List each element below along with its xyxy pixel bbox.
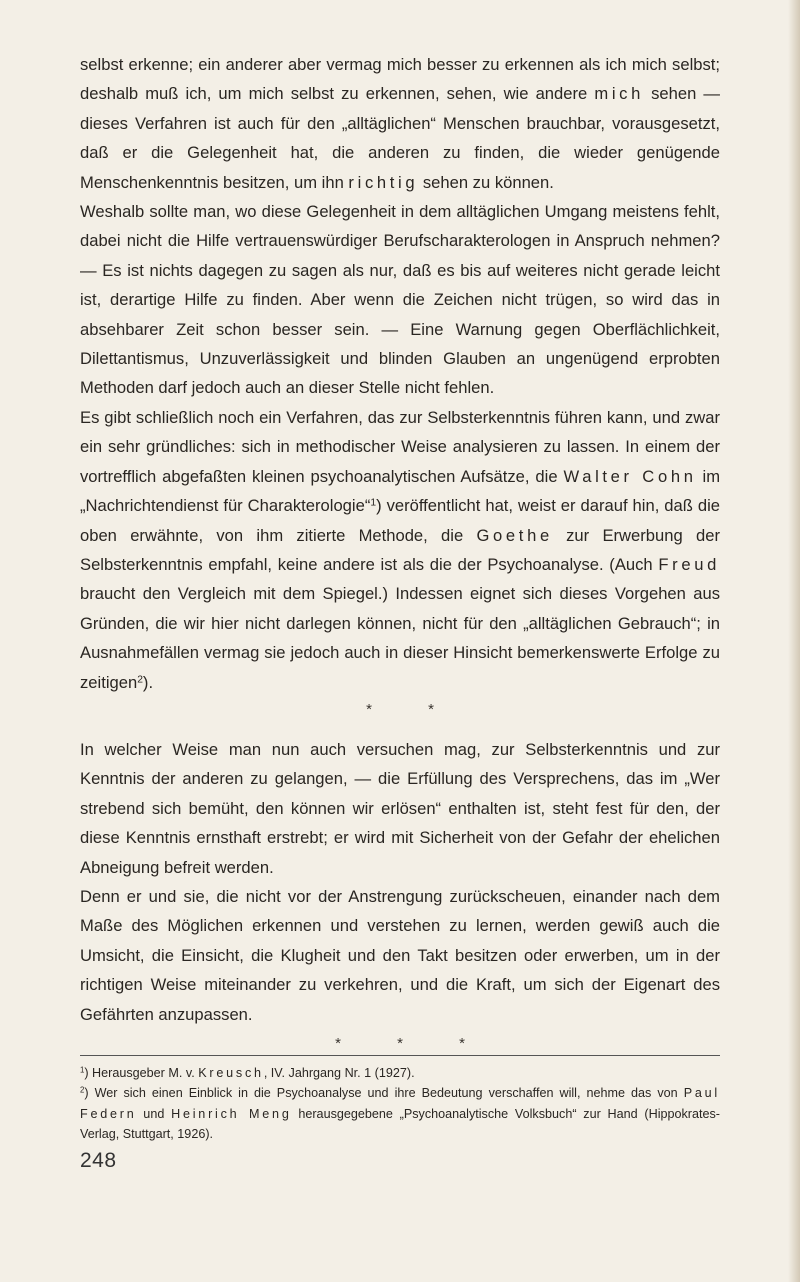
footnote-ref: 1 <box>370 497 377 509</box>
text-run: sehen — dieses Verfahren ist auch für den „alltäglichen“ Menschen brauchbar, vorausgesetzt, daß er die Gelegenheit hat, die anderen zu finden, die wieder genügende Menschenkenntnis besitzen, um ihn <box>80 84 720 192</box>
text-run: im „Nachrichtendienst für Charakterologie“ <box>80 466 721 516</box>
footnotes <box>80 1063 720 1145</box>
page-number: 248 <box>80 1148 117 1172</box>
text-run: , IV. Jahrgang Nr. 1 (1927). <box>263 1066 415 1080</box>
text-run: Es gibt schließlich noch ein Verfahren, das zur Selbsterkenntnis führen kann, und zwar ein sehr gründliches: sich in methodischer Weise analysieren zu lassen. In einem der vortrefflich abgefaßten kleinen psychoanalytischen Aufsätze, die <box>80 407 720 486</box>
text-run: ). <box>142 672 154 692</box>
spaced-emphasis: mich <box>594 84 644 104</box>
section-separator: * * * <box>335 1035 491 1052</box>
footnote-number: 2 <box>80 1086 85 1096</box>
text-run: selbst erkenne; ein anderer aber vermag mich besser zu erkennen als ich mich selbst; deshalb muß ich, um mich selbst zu erkennen, sehen, wie andere <box>80 55 720 104</box>
footnote-1 <box>80 1063 720 1083</box>
spaced-emphasis: Walter Cohn <box>563 466 697 486</box>
spaced-emphasis: Paul Federn <box>80 1086 720 1121</box>
section-separator: * * <box>366 700 460 718</box>
text-run: ) Herausgeber M. v. <box>84 1066 199 1080</box>
paragraph-2: Weshalb sollte man, wo diese Gelegenheit in dem alltäglichen Umgang meistens fehlt, dabei nicht die Hilfe vertrauenswürdiger Berufscharakterologen in Anspruch nehmen? — Es ist nichts dagegen zu sagen als nur, daß es bis auf weiteres nicht gerade leicht ist, derartige Hilfe zu finden. Aber wenn die Zeichen nicht trügen, so wird das in absehbarer Zeit schon besser sein. — Eine Warnung gegen Oberflächlichkeit, Dilettantismus, Unzuverlässigkeit und blinden Glauben an ungenügend erprobten Methoden darf jedoch auch an dieser Stelle nicht fehlen. <box>80 202 720 398</box>
footnote-number: 1 <box>80 1065 85 1075</box>
footnote-ref: 2 <box>137 673 143 685</box>
footnote-rule <box>80 1055 720 1056</box>
spaced-emphasis: Kreusch <box>198 1066 264 1080</box>
spaced-emphasis: richtig <box>348 172 419 192</box>
footnote-2 <box>80 1083 720 1144</box>
text-run: ) veröffentlicht hat, weist er darauf hin, daß die oben erwähnte, von ihm zitierte Methode, die <box>80 496 721 545</box>
body-text <box>80 50 720 1055</box>
paragraph-3 <box>80 403 720 697</box>
page-edge-shadow <box>788 0 800 1282</box>
paragraph-1 <box>80 50 720 197</box>
book-page <box>80 50 720 1173</box>
paragraph-4: In welcher Weise man nun auch versuchen mag, zur Selbsterkenntnis und zur Kenntnis der anderen zu gelangen, — die Erfüllung des Versprechens, das im „Wer strebend sich bemüht, den können wir erlösen“ enthalten ist, steht fest für den, der diese Kenntnis ernsthaft erstrebt; er wird mit Sicherheit von der Gefahr der ehelichen Abneigung befreit werden. <box>80 739 720 877</box>
text-run: braucht den Vergleich mit dem Spiegel.) Indessen eignet sich dieses Vorgehen aus Gründen, die wir hier nicht darlegen können, nicht für den „alltäglichen Gebrauch“; in Ausnahmefällen vermag sie jedoch auch in dieser Hinsicht bemerkenswerte Erfolge zu zeitigen <box>80 584 720 692</box>
spaced-emphasis: Freud <box>658 554 720 574</box>
text-run: herausgegebene „Psychoanalytische Volksbuch“ zur Hand (Hippokrates-Verlag, Stuttgart, 1926). <box>80 1106 721 1142</box>
spaced-emphasis: Goethe <box>476 525 553 545</box>
text-run: und <box>136 1106 172 1121</box>
text-run: zur Erwerbung der Selbsterkenntnis empfahl, keine andere ist als die der Psychoanalyse. (Auch <box>80 525 720 574</box>
spaced-emphasis: Heinrich Meng <box>171 1106 292 1121</box>
paragraph-5: Denn er und sie, die nicht vor der Anstrengung zurückscheuen, einander nach dem Maße des Möglichen erkennen und verstehen zu lernen, werden gewiß auch die Umsicht, die Einsicht, die Klugheit und den Takt besitzen oder erwerben, um in der richtigen Weise miteinander zu verkehren, und die Kraft, um sich der Eigenart des Gefährten anzupassen. <box>80 886 720 1024</box>
text-run: ) Wer sich einen Einblick in die Psychoanalyse und ihre Bedeutung verschaffen will, nehme das von <box>84 1086 684 1101</box>
text-run: sehen zu können. <box>418 172 554 192</box>
